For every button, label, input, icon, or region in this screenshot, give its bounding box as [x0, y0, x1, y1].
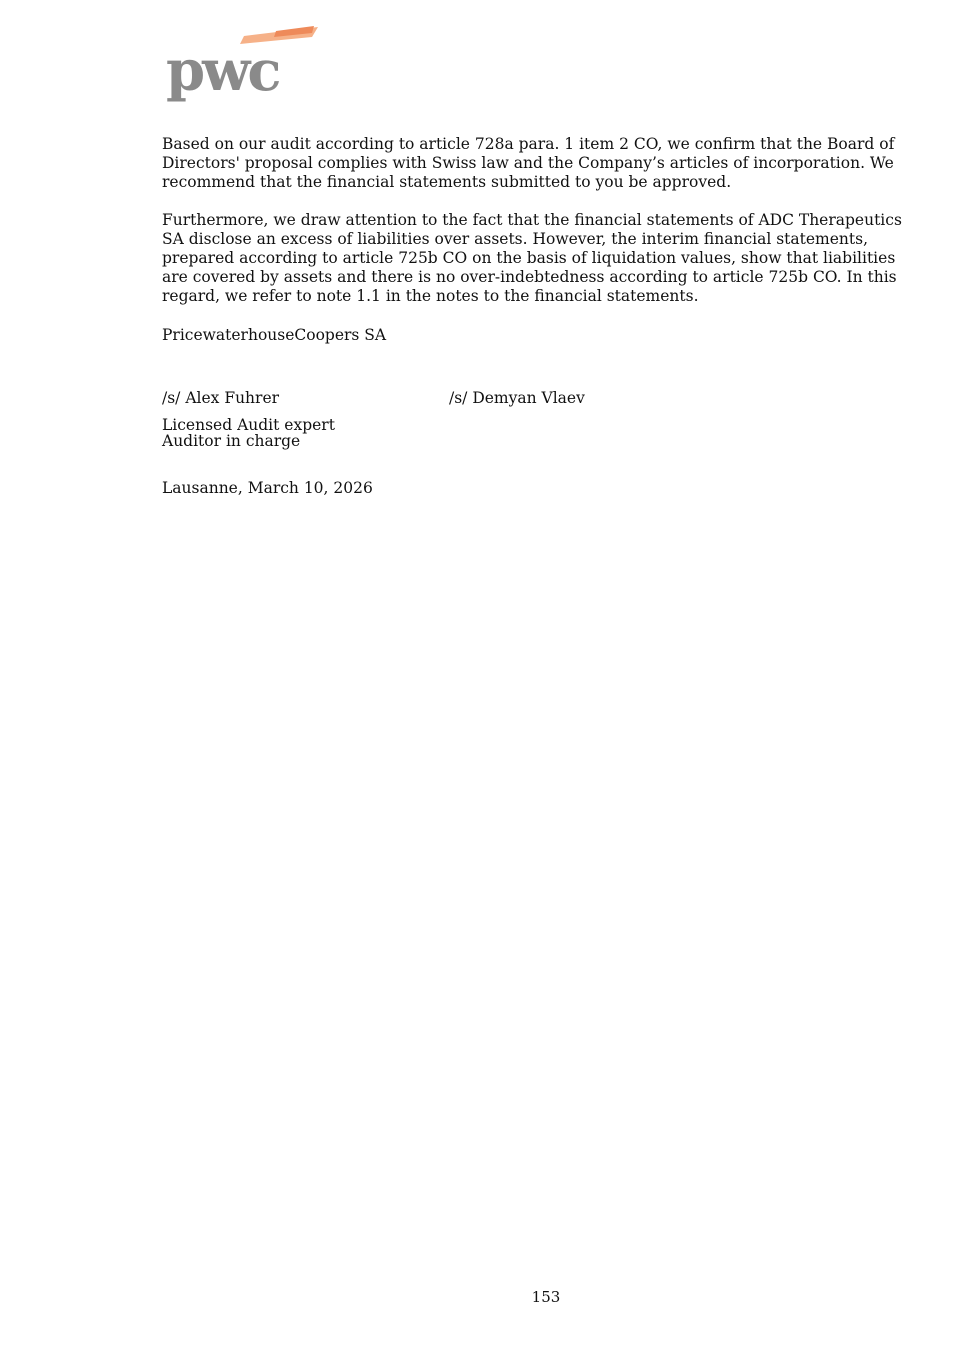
pwc-logo: [166, 24, 318, 102]
pwc-logo-icon: [166, 24, 318, 102]
paragraph-emphasis-of-matter: Furthermore, we draw attention to the fact that the financial statements of ADC Therapeutics SA disclose an excess of liabilities over assets. However, the interim financial statements, prepared according to article 725b CO on the basis of liquidation values, show that liabilities are covered by assets and there is no over-indebtedness according to article 725b CO. In this regard, we refer to note 1.1 in the notes to the financial statements.: [162, 210, 902, 306]
place-and-date: Lausanne, March 10, 2026: [162, 478, 373, 497]
logo-wordmark: pwc: [166, 38, 279, 102]
page-number: 153: [531, 1288, 561, 1306]
signature-right: /s/ Demyan Vlaev: [449, 388, 585, 407]
paragraph-audit-confirmation: Based on our audit according to article 728a para. 1 item 2 CO, we confirm that the Board of Directors' proposal complies with Swiss law and the Company’s articles of incorporation. We recommend that the financial statements submitted to you be approved.: [162, 135, 895, 192]
signatory-titles: [162, 417, 902, 450]
signatory-title-2: Auditor in charge: [162, 432, 301, 451]
letter-body: [162, 135, 902, 498]
signature-row: [162, 389, 902, 408]
signatory-title-1: Licensed Audit expert: [162, 415, 335, 434]
firm-name: PricewaterhouseCoopers SA: [162, 325, 387, 344]
signature-left: /s/ Alex Fuhrer: [162, 388, 280, 407]
